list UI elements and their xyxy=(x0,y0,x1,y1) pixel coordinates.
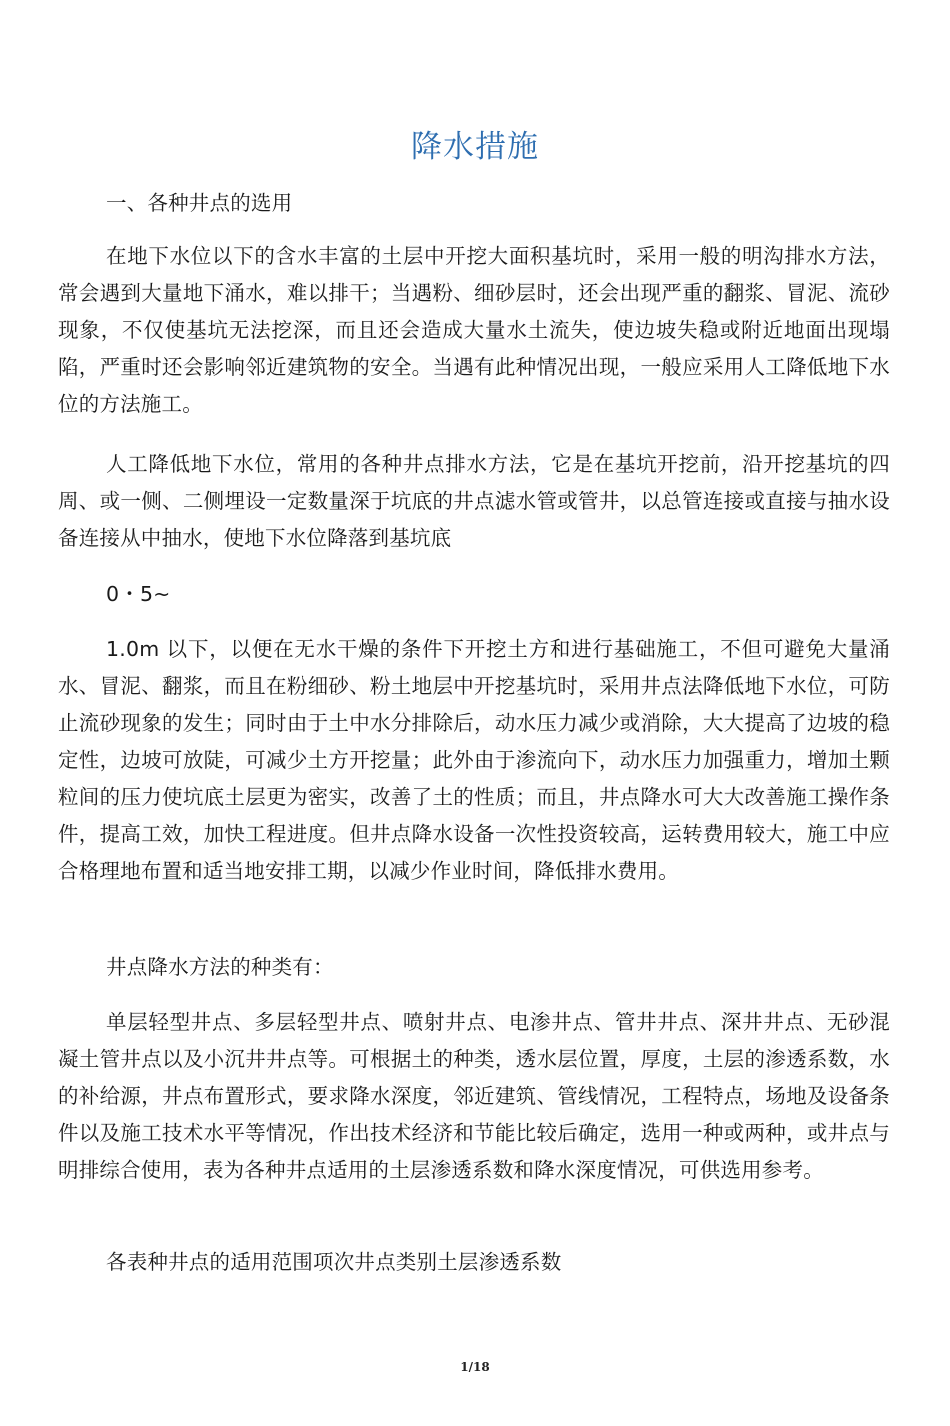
document-title: 降水措施 xyxy=(411,129,539,165)
paragraph-6: 单层轻型井点、多层轻型井点、喷射井点、电渗井点、管井井点、深井井点、无砂混凝土管井点以及小沉井井点等。可根据土的种类，透水层位置，厚度，土层的渗透系数，水的补给源，井点布置形式，要求降水深度，邻近建筑、管线情况，工程特点，场地及设备条件以及施工技术水平等情况，作出技术经济和节能比较后确定，选用一种或两种，或井点与明排综合使用，表为各种井点适用的土层渗透系数和降水深度情况，可供选用参考。 xyxy=(58,1010,890,1182)
paragraph-4: 1.0m 以下，以便在无水干燥的条件下开挖土方和进行基础施工，不但可避免大量涌水、冒泥、翻浆，而且在粉细砂、粉土地层中开挖基坑时，采用井点法降低地下水位，可防止流砂现象的发生；同时由于土中水分排除后，动水压力减少或消除，大大提高了边坡的稳定性，边坡可放陡，可减少土方开挖量；此外由于渗流向下，动水压力加强重力，增加土颗粒间的压力使坑底土层更为密实，改善了土的性质；而且，井点降水可大大改善施工操作条件，提高工效，加快工程进度。但井点降水设备一次性投资较高，运转费用较大，施工中应合格理地布置和适当地安排工期，以减少作业时间，降低排水费用。 xyxy=(58,637,890,883)
paragraph-3: 0・5~ xyxy=(106,582,171,606)
paragraph-block-3 xyxy=(58,576,890,613)
paragraph-block-7 xyxy=(58,1244,890,1281)
paragraph-5: 井点降水方法的种类有： xyxy=(106,955,334,979)
paragraph-block-6 xyxy=(58,1004,890,1189)
section-heading-block xyxy=(58,185,890,222)
paragraph-2: 人工降低地下水位，常用的各种井点排水方法，它是在基坑开挖前，沿开挖基坑的四周、或一侧、二侧埋设一定数量深于坑底的井点滤水管或管井，以总管连接或直接与抽水设备连接从中抽水，使地下水位降落到基坑底 xyxy=(58,452,890,550)
paragraph-block-4 xyxy=(58,631,890,890)
paragraph-7: 各表种井点的适用范围项次井点类别土层渗透系数 xyxy=(106,1250,562,1274)
paragraph-block-2 xyxy=(58,446,890,557)
paragraph-1: 在地下水位以下的含水丰富的土层中开挖大面积基坑时，采用一般的明沟排水方法，常会遇到大量地下涌水，难以排干；当遇粉、细砂层时，还会出现严重的翻浆、冒泥、流砂现象，不仅使基坑无法挖深，而且还会造成大量水土流失，使边坡失稳或附近地面出现塌陷，严重时还会影响邻近建筑物的安全。当遇有此种情况出现，一般应采用人工降低地下水位的方法施工。 xyxy=(58,244,890,416)
page-number: 1/18 xyxy=(460,1360,490,1374)
paragraph-block-5 xyxy=(58,949,890,986)
paragraph-block-1 xyxy=(58,238,890,423)
section-heading: 一、各种井点的选用 xyxy=(106,191,293,215)
